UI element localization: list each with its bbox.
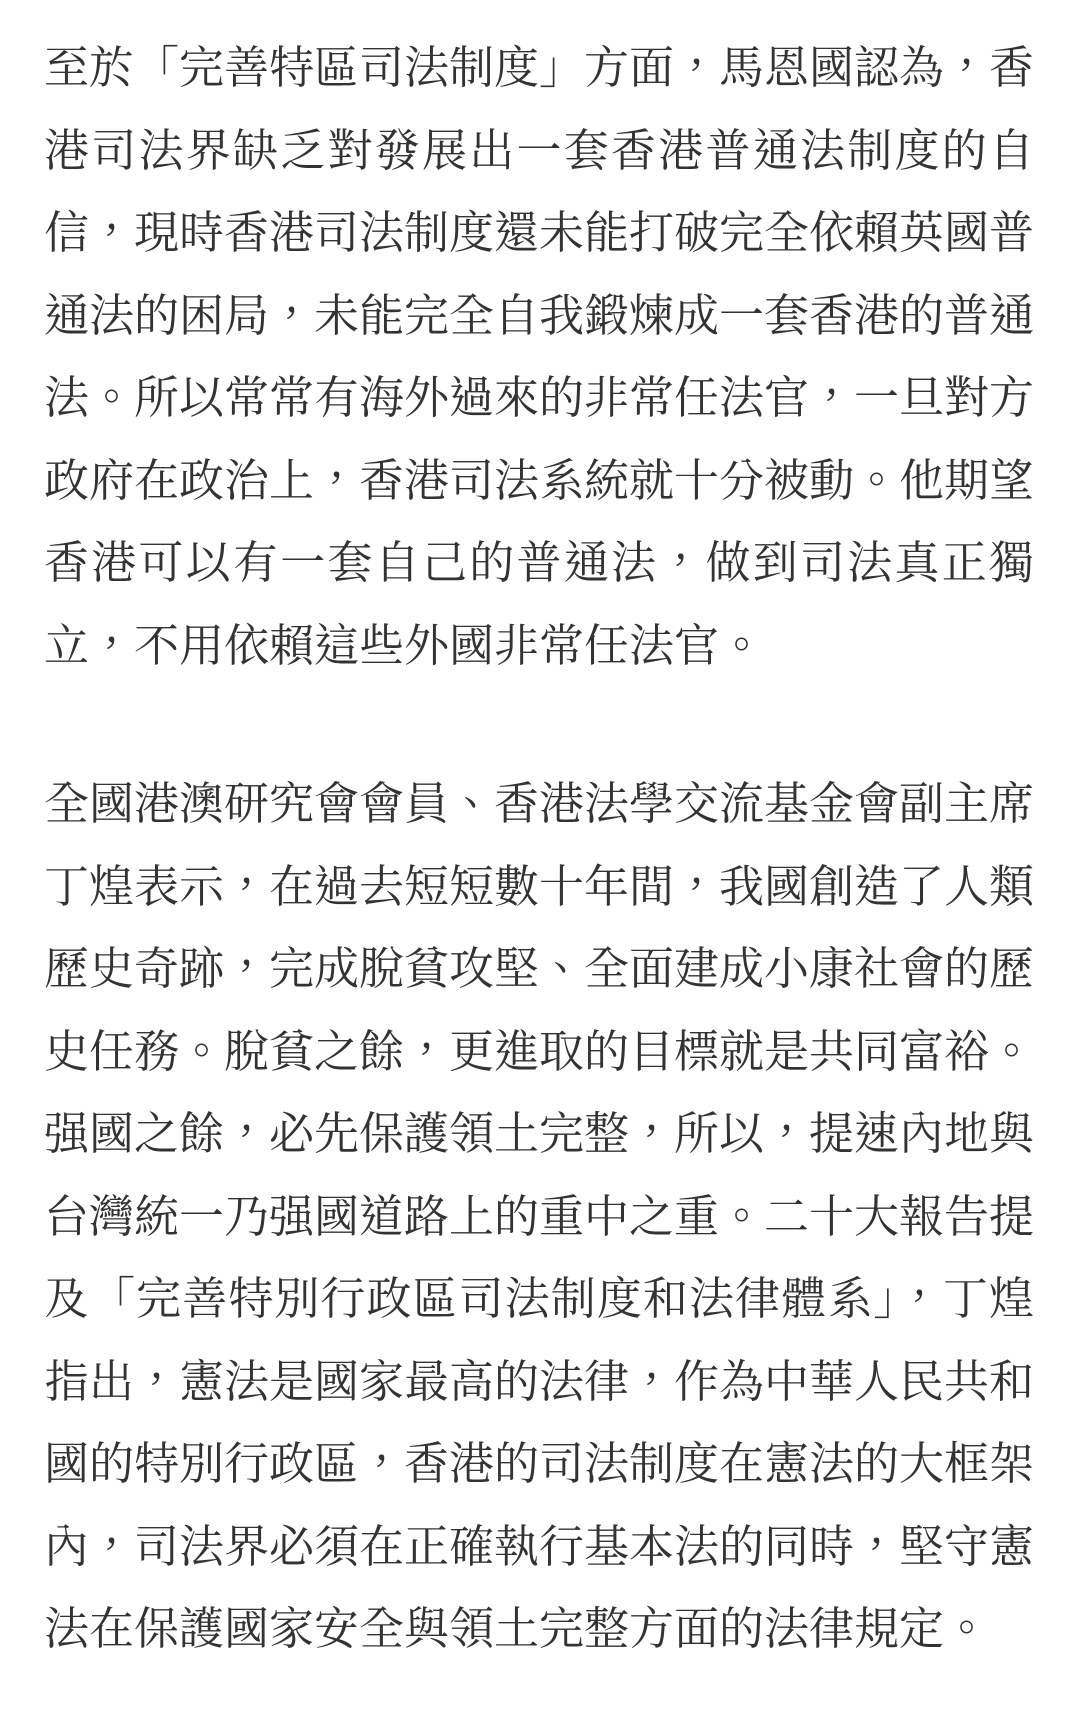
article-paragraph-1: 至於「完善特區司法制度」方面，馬恩國認為，香港司法界缺乏對發展出一套香港普通法制度的自信，現時香港司法制度還未能打破完全依賴英國普通法的困局，未能完全自我鍛煉成一套香港的普通法。所以常常有海外過來的非常任法官，一旦對方政府在政治上，香港司法系統就十分被動。他期望香港可以有一套自己的普通法，做到司法真正獨立，不用依賴這些外國非常任法官。	[44, 42, 1035, 671]
article-paragraph-2: 全國港澳研究會會員、香港法學交流基金會副主席丁煌表示，在過去短短數十年間，我國創造了人類歷史奇跡，完成脫貧攻堅、全面建成小康社會的歷史任務。脫貧之餘，更進取的目標就是共同富裕。强國之餘，必先保護領土完整，所以，提速內地與台灣統一乃强國道路上的重中之重。二十大報告提及「完善特別行政區司法制度和法律體系」，丁煌指出，憲法是國家最高的法律，作為中華人民共和國的特別行政區，香港的司法制度在憲法的大框架內，司法界必須在正確執行基本法的同時，堅守憲法在保護國家安全與領土完整方面的法律規定。	[44, 778, 1035, 1654]
